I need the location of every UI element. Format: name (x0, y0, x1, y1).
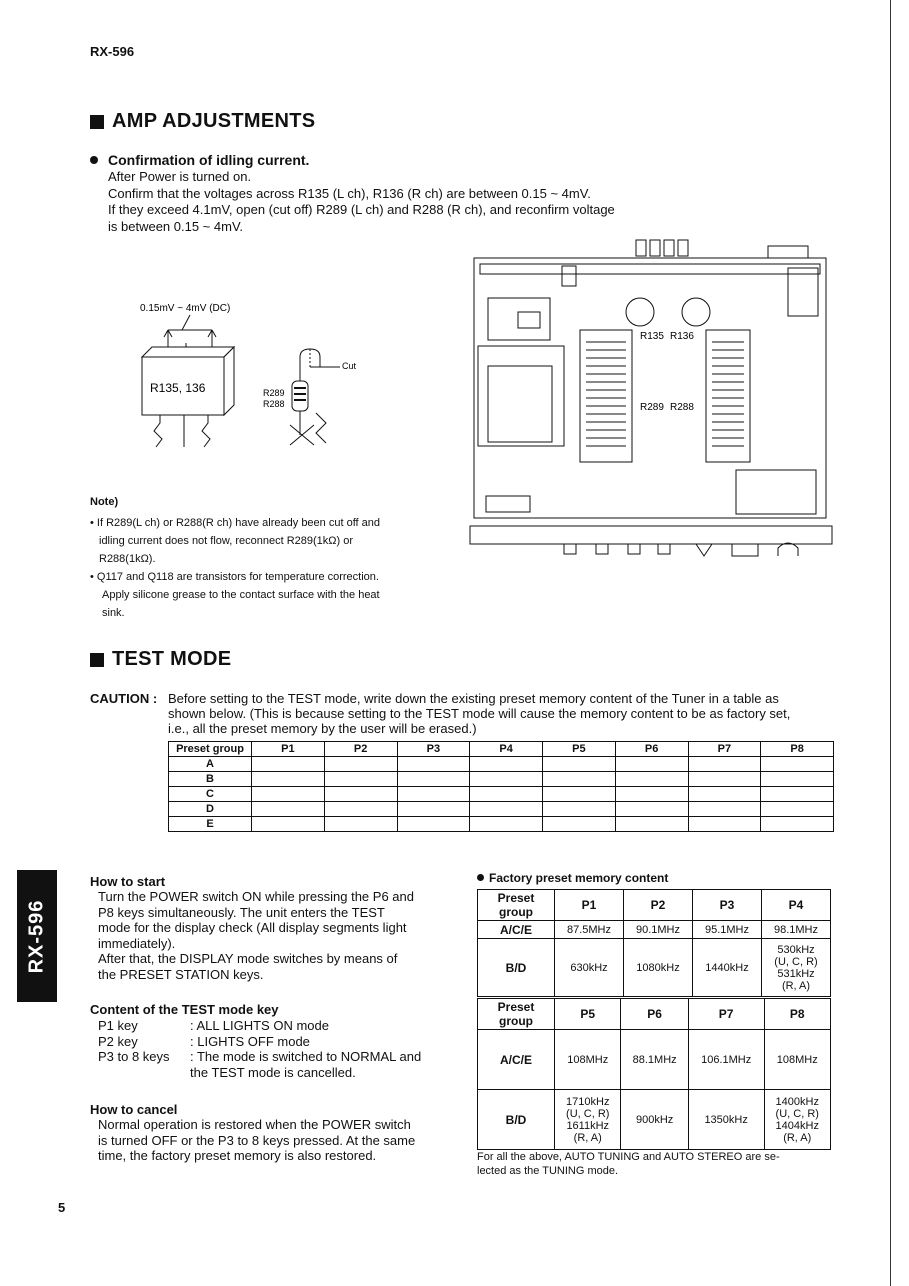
factory-footnote: For all the above, AUTO TUNING and AUTO STEREO are se- lected as the TUNING mode. (477, 1151, 780, 1177)
amp-section-title: AMP ADJUSTMENTS (90, 110, 315, 133)
table-row: Preset group P1 P2 P3 P4 P5 P6 P7 P8 (169, 742, 834, 757)
preset-memory-table (168, 741, 834, 832)
page-number: 5 (58, 1200, 66, 1215)
caution-label: CAUTION : (90, 691, 158, 706)
bullet-icon (90, 156, 98, 164)
how-to-cancel-title: How to cancel (90, 1102, 178, 1117)
amp-subtitle: Confirmation of idling current. (90, 152, 309, 168)
r288-label: R288 (263, 399, 285, 409)
content-title: Content of the TEST mode key (90, 1002, 279, 1017)
table-row: D (169, 802, 834, 817)
note-title: Note) (90, 496, 119, 508)
how-to-start-title: How to start (90, 874, 166, 889)
resistor-label: R135, 136 (150, 381, 206, 395)
how-to-cancel-text: Normal operation is restored when the POWER switch is turned OFF or the P3 to 8 keys pressed. At the same time, the factory preset memory is also restored. (98, 1117, 416, 1163)
board-r136: R136 (670, 331, 694, 342)
measurement-diagram (130, 295, 370, 465)
table-row: B/D 1710kHz (U, C, R) 1611kHz (R, A) 900kHz 1350kHz 1400kHz (U, C, R) 1404kHz (R, A) (478, 1090, 831, 1150)
table-row: C (169, 787, 834, 802)
table-row: B (169, 772, 834, 787)
table-row: A (169, 757, 834, 772)
how-to-start-text: Turn the POWER switch ON while pressing the P6 and P8 keys simultaneously. The unit enters the TEST mode for the display check (All display segments light immediately). After that, the DISPLAY mode switches by means of the PRESET STATION keys. (98, 889, 414, 982)
cut-label: Cut (342, 361, 357, 371)
board-r135: R135 (640, 331, 664, 342)
table-row: Preset group P5 P6 P7 P8 (478, 999, 831, 1030)
table-row: B/D 630kHz 1080kHz 1440kHz 530kHz (U, C, R) 531kHz (R, A) (478, 939, 831, 997)
board-r289: R289 (640, 402, 664, 413)
notes-block: • If R289(L ch) or R288(R ch) have already been cut off and idling current does not flow, reconnect R289(1kΩ) or R288(1kΩ). • Q117 and Q118 are transistors for temperature correction. Apply silicone grease to the contact surface with the heat sink. (90, 517, 381, 619)
caution-text: Before setting to the TEST mode, write down the existing preset memory content of the Tuner in a table as shown below. (This is because setting to the TEST mode will cause the memory content to be as factory set, i.e., all the preset memory by the user will be erased.) (168, 691, 791, 736)
voltage-label: 0.15mV ~ 4mV (DC) (140, 303, 231, 314)
list-item: P3 to 8 keys : The mode is switched to NORMAL and (98, 1049, 422, 1064)
square-bullet-icon (90, 115, 104, 129)
page-edge-line (890, 0, 891, 1286)
model-header: RX-596 (90, 44, 135, 59)
board-r288: R288 (670, 402, 694, 413)
content-keys: P1 key : ALL LIGHTS ON mode P2 key : LIGHTS OFF mode P3 to 8 keys : The mode is switched to NORMAL and the TEST mode is cancelled. (98, 1018, 448, 1080)
factory-table-2 (477, 998, 831, 1150)
factory-table-1 (477, 889, 831, 997)
board-diagram (468, 238, 833, 563)
side-model-tab: RX-596 (17, 870, 57, 1002)
table-row: E (169, 817, 834, 832)
square-bullet-icon (90, 653, 104, 667)
table-row: Preset group P1 P2 P3 P4 (478, 890, 831, 921)
factory-title: Factory preset memory content (477, 871, 668, 885)
amp-instructions: After Power is turned on. Confirm that the voltages across R135 (L ch), R136 (R ch) are between 0.15 ~ 4mV. If they exceed 4.1mV, open (cut off) R289 (L ch) and R288 (R ch), and reconfirm voltage is between 0.15 ~ 4mV. (108, 169, 615, 234)
table-row: A/C/E 108MHz 88.1MHz 106.1MHz 108MHz (478, 1030, 831, 1090)
list-item: P2 key : LIGHTS OFF mode (98, 1033, 310, 1049)
r289-label: R289 (263, 388, 285, 398)
bullet-icon (477, 874, 484, 881)
list-item: P1 key : ALL LIGHTS ON mode (98, 1018, 329, 1033)
table-row: A/C/E 87.5MHz 90.1MHz 95.1MHz 98.1MHz (478, 921, 831, 939)
test-section-title: TEST MODE (90, 648, 231, 671)
